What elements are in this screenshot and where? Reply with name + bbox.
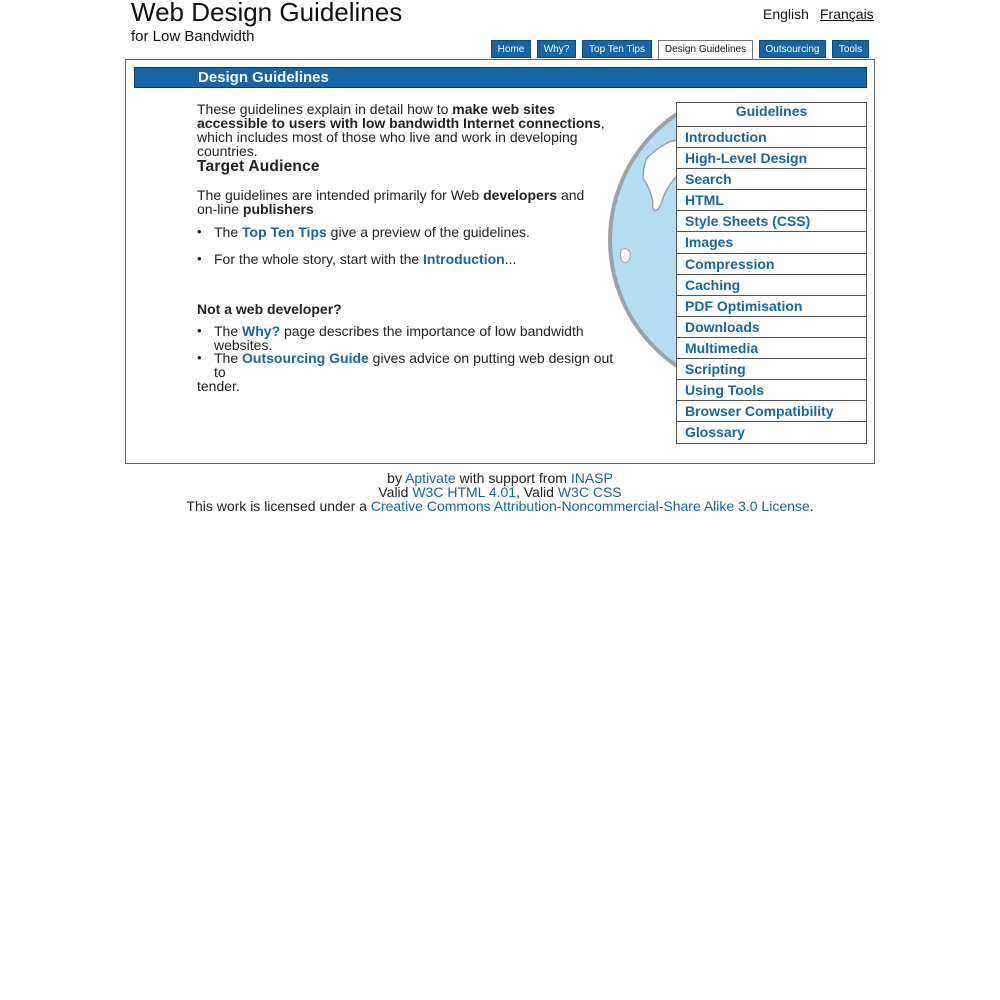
toc-item-high-level-design — [677, 148, 866, 169]
toc-link[interactable]: Browser Compatibility — [685, 403, 834, 420]
tab-why[interactable]: Why? — [537, 40, 576, 58]
intro-paragraph: These guidelines explain in detail how to make web sites accessible to users with low bandwidth Internet connections, which includes most of those who live and work in developing countries. — [197, 101, 605, 159]
toc-item-downloads — [677, 317, 866, 338]
toc-link[interactable]: Glossary — [685, 424, 745, 441]
outsourcing-guide-link[interactable]: Outsourcing Guide — [242, 350, 369, 366]
target-audience-paragraph: The guidelines are intended primarily for Web developers and on-line publishers — [197, 187, 585, 217]
list-item: • The Outsourcing Guide gives advice on putting web design out to tender. — [197, 351, 614, 393]
toc-item-using-tools — [677, 380, 866, 401]
toc-item-scripting — [677, 359, 866, 380]
toc-link[interactable]: Introduction — [685, 129, 767, 145]
site-subtitle: for Low Bandwidth — [131, 28, 255, 45]
list-item: • The Top Ten Tips give a preview of the guidelines. — [197, 225, 624, 239]
toc-link[interactable]: Compression — [685, 255, 775, 272]
toc-item-multimedia — [677, 338, 866, 359]
toc-link[interactable]: Search — [685, 171, 732, 188]
toc-item-glossary — [677, 422, 866, 443]
tab-top-ten-tips[interactable]: Top Ten Tips — [582, 40, 652, 58]
guidelines-toc — [676, 102, 867, 444]
toc-link[interactable]: Style Sheets (CSS) — [685, 213, 811, 230]
toc-link[interactable]: HTML — [685, 192, 724, 209]
toc-link[interactable]: Downloads — [685, 318, 760, 335]
not-developer-heading: Not a web developer? — [197, 301, 342, 317]
footer-credits: by Aptivate with support from INASP — [387, 470, 613, 486]
toc-item-introduction — [677, 127, 866, 148]
why-link[interactable]: Why? — [242, 323, 281, 339]
section-title: Design Guidelines — [198, 69, 329, 86]
tab-tools[interactable]: Tools — [832, 40, 869, 58]
language-francais-link[interactable]: Français — [820, 6, 874, 22]
toc-link[interactable]: Images — [685, 234, 734, 251]
toc-item-images — [677, 232, 866, 253]
tab-outsourcing[interactable]: Outsourcing — [759, 40, 826, 58]
site-title: Web Design Guidelines — [131, 0, 403, 27]
creative-commons-link[interactable]: Creative Commons Attribution-Noncommercial-Share Alike 3.0 License — [370, 498, 810, 514]
footer-validation: Valid W3C HTML 4.01, Valid W3C CSS — [378, 484, 622, 500]
inasp-link[interactable]: INASP — [570, 470, 613, 486]
toc-item-browser-compatibility — [677, 401, 866, 422]
toc-link[interactable]: Multimedia — [685, 339, 759, 356]
toc-item-pdf-optimisation — [677, 296, 866, 317]
toc-item-caching — [677, 275, 866, 296]
toc-item-html — [677, 190, 866, 211]
toc-link[interactable]: Caching — [685, 276, 741, 293]
list-item: • For the whole story, start with the Introduction... — [197, 252, 624, 266]
top-ten-tips-link[interactable]: Top Ten Tips — [242, 224, 327, 240]
toc-link[interactable]: High-Level Design — [685, 150, 808, 167]
globe-icon — [607, 100, 677, 380]
toc-item-style-sheets — [677, 211, 866, 232]
toc-item-compression — [677, 254, 866, 275]
target-audience-heading: Target Audience — [197, 158, 320, 175]
w3c-css-link[interactable]: W3C CSS — [557, 484, 622, 500]
w3c-html-link[interactable]: W3C HTML 4.01 — [412, 484, 517, 500]
toc-link[interactable]: PDF Optimisation — [685, 297, 803, 314]
list-item: • The Why? page describes the importance of low bandwidth websites. — [197, 324, 624, 352]
globe-illustration — [607, 100, 677, 380]
tab-home[interactable]: Home — [491, 40, 531, 58]
section-header-bar — [134, 67, 867, 88]
introduction-link[interactable]: Introduction — [423, 251, 505, 267]
content-panel — [125, 59, 875, 464]
footer-license: This work is licensed under a Creative Commons Attribution-Noncommercial-Share Alike 3.0 License. — [186, 498, 814, 514]
toc-heading: Guidelines — [677, 103, 866, 127]
language-english: English — [763, 6, 809, 22]
page-footer — [0, 471, 1000, 513]
tab-design-guidelines[interactable]: Design Guidelines — [658, 40, 753, 60]
toc-item-search — [677, 169, 866, 190]
aptivate-link[interactable]: Aptivate — [405, 470, 456, 486]
toc-link[interactable]: Scripting — [685, 361, 746, 378]
toc-link[interactable]: Using Tools — [685, 382, 765, 399]
